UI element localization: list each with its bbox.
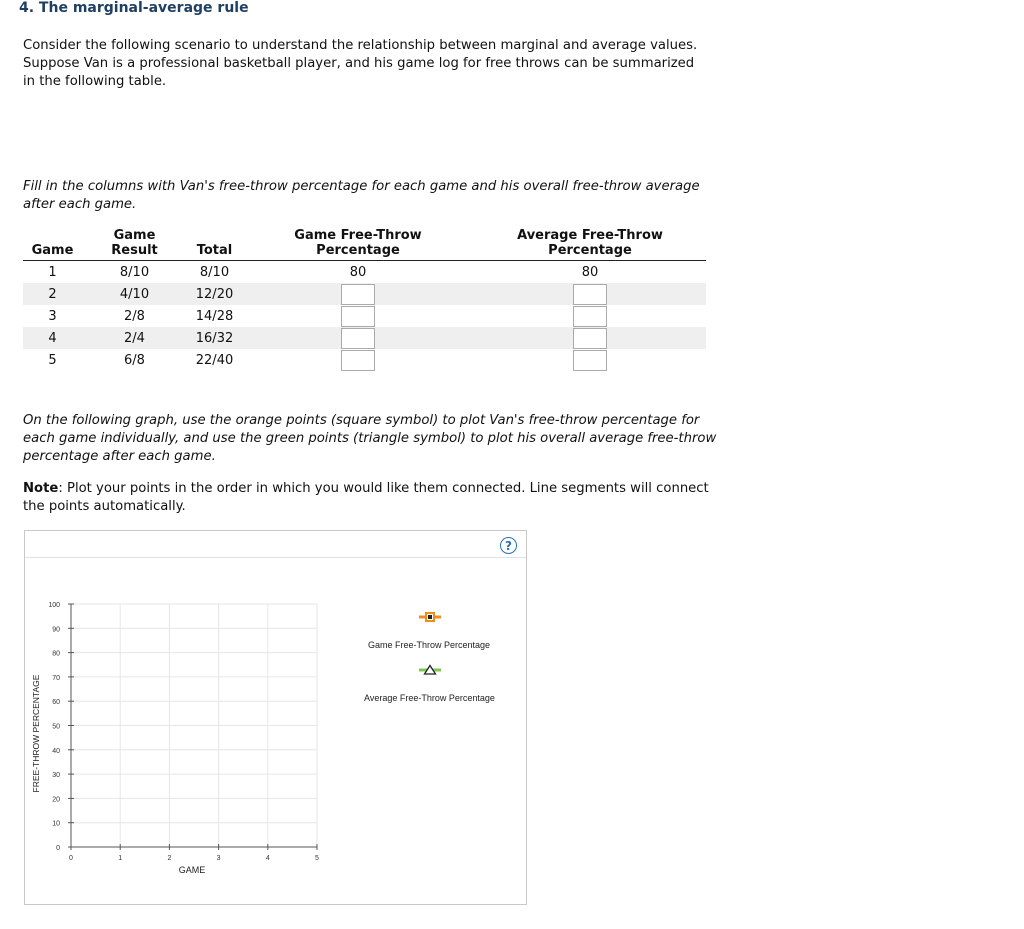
note-body: : Plot your points in the order in which you would like them connected. Line segments will connect the points automatically. <box>23 481 709 514</box>
cell-game: 4 <box>23 327 82 349</box>
cell-total: 22/40 <box>195 352 234 368</box>
y-axis-label: FREE-THROW PERCENTAGE <box>31 674 41 793</box>
y-tick-label: 10 <box>52 820 60 828</box>
y-tick-label: 30 <box>52 772 60 780</box>
table-row <box>23 327 706 349</box>
y-tick-label: 0 <box>56 845 60 852</box>
free-throw-chart[interactable] <box>25 531 528 906</box>
table-row <box>23 305 706 327</box>
avg-pct-input-5[interactable] <box>573 350 607 371</box>
green-triangle-icon <box>418 664 442 676</box>
cell-game: 1 <box>48 264 57 280</box>
cell-avg-pct <box>474 283 706 305</box>
table-row <box>23 349 706 371</box>
table-header-row <box>23 228 706 261</box>
header-game: Game <box>23 228 82 261</box>
legend-game-pct-label: Game Free-Throw Percentage <box>368 640 491 650</box>
cell-game-pct <box>242 327 474 349</box>
cell-avg-pct: 80 <box>581 264 599 280</box>
x-tick-label: 4 <box>265 855 270 862</box>
cell-result: 6/8 <box>124 352 145 368</box>
cell-game-pct <box>242 349 474 371</box>
x-tick-label: 2 <box>167 855 172 862</box>
cell-game: 3 <box>48 308 57 324</box>
note-text <box>23 480 723 516</box>
cell-result: 8/10 <box>119 264 150 280</box>
help-icon[interactable]: ? <box>500 537 517 554</box>
game-log-table <box>23 228 706 371</box>
y-tick-label: 40 <box>52 747 60 755</box>
y-tick-label: 20 <box>52 796 60 804</box>
cell-result: 2/4 <box>82 327 187 349</box>
intro-text: Consider the following scenario to understand the relationship between marginal and average values. Suppose Van is a professional basketball player, and his game log for free throws can be summarized in the following table. <box>23 38 698 89</box>
y-tick-label: 70 <box>52 674 60 682</box>
header-game-pct: Game Free-Throw Percentage <box>242 228 474 261</box>
orange-square-icon <box>418 611 442 623</box>
graph-panel <box>24 530 527 905</box>
x-tick-label: 5 <box>315 855 319 862</box>
page-title: 4. The marginal-average rule <box>19 0 249 16</box>
y-tick-label: 60 <box>52 699 60 707</box>
header-game-result: Game Result <box>82 228 187 261</box>
table-row <box>23 283 706 305</box>
x-tick-label: 0 <box>69 855 73 862</box>
avg-pct-input-2[interactable] <box>573 284 607 305</box>
game-pct-input-4[interactable] <box>341 328 375 349</box>
cell-game-pct: 80 <box>349 264 367 280</box>
avg-pct-input-4[interactable] <box>573 328 607 349</box>
cell-game-pct <box>242 283 474 305</box>
cell-total: 8/10 <box>199 264 230 280</box>
x-axis-label: GAME <box>178 865 206 875</box>
y-tick-label: 100 <box>48 602 60 609</box>
cell-game: 5 <box>48 352 57 368</box>
legend-game-pct-tool[interactable] <box>418 611 442 623</box>
game-pct-input-2[interactable] <box>341 284 375 305</box>
cell-result: 2/8 <box>124 308 145 324</box>
cell-game-pct <box>242 305 474 327</box>
header-avg-pct: Average Free-Throw Percentage <box>474 228 706 261</box>
table-instruction: Fill in the columns with Van's free-throw percentage for each game and his overall free-throw average after each game. <box>23 179 700 212</box>
x-tick-label: 3 <box>216 855 221 862</box>
table-row <box>23 261 706 284</box>
y-tick-label: 90 <box>52 626 60 634</box>
legend-avg-pct-tool[interactable] <box>418 664 442 676</box>
game-pct-input-5[interactable] <box>341 350 375 371</box>
legend-avg-pct-label: Average Free-Throw Percentage <box>364 693 495 703</box>
game-pct-input-3[interactable] <box>341 306 375 327</box>
cell-avg-pct <box>474 305 706 327</box>
cell-total: 14/28 <box>195 308 234 324</box>
x-tick-label: 1 <box>118 855 123 862</box>
y-tick-label: 80 <box>52 650 60 658</box>
header-total: Total <box>187 228 242 261</box>
cell-result: 4/10 <box>82 283 187 305</box>
cell-total: 12/20 <box>187 283 242 305</box>
cell-game: 2 <box>23 283 82 305</box>
cell-total: 16/32 <box>187 327 242 349</box>
y-tick-label: 50 <box>52 723 60 731</box>
cell-avg-pct <box>474 327 706 349</box>
note-label: Note <box>23 481 59 496</box>
cell-avg-pct <box>474 349 706 371</box>
graph-instruction: On the following graph, use the orange points (square symbol) to plot Van's free-throw percentage for each game individually, and use the green points (triangle symbol) to plot his overall average free-throw percentage after each game. <box>23 413 717 464</box>
avg-pct-input-3[interactable] <box>573 306 607 327</box>
